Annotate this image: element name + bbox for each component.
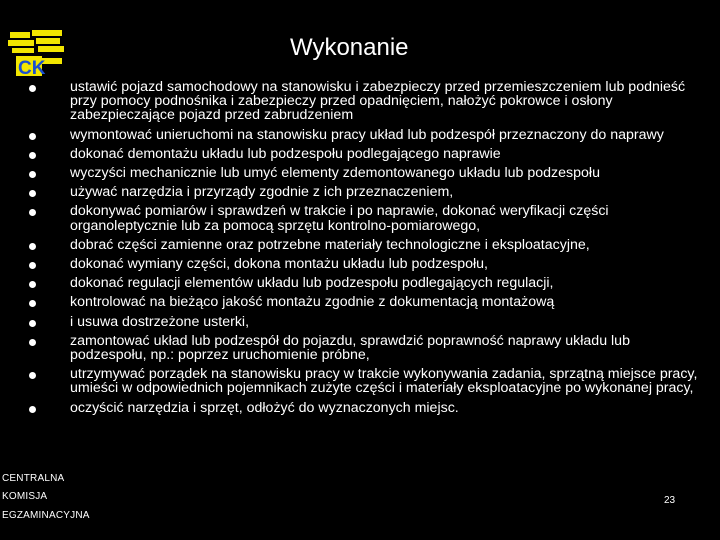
bullet-icon: [29, 85, 36, 92]
page-title: Wykonanie: [290, 34, 409, 61]
bullet-icon: [29, 152, 36, 159]
bullet-icon: [29, 300, 36, 307]
bullet-icon: [29, 243, 36, 250]
logo-text: CK: [18, 58, 46, 79]
list-item: [28, 166, 708, 180]
list-item: [28, 401, 708, 415]
list-item: [28, 367, 708, 395]
list-item-text: i usuwa dostrzeżone usterki,: [70, 313, 250, 330]
bullet-icon: [29, 281, 36, 288]
bullet-icon: [29, 133, 36, 140]
footer-line-centralna: CENTRALNA: [2, 473, 65, 484]
list-item-text: ustawić pojazd samochodowy na stanowisku i zabezpieczy przed przemieszczeniem lub podnieść przy pomocy podnośnika i zabezpieczy przed opadnięciem, nałożyć pokrowce i osłony zabezpieczające pojazd przed zabrudzeniem: [70, 79, 686, 124]
list-item-text: oczyścić narzędzia i sprzęt, odłożyć do wyznaczonych miejsc.: [70, 399, 459, 416]
bullet-icon: [29, 339, 36, 346]
list-item-text: dobrać części zamienne oraz potrzebne materiały technologiczne i eksploatacyjne,: [70, 236, 590, 253]
list-item: [28, 185, 708, 199]
list-item: [28, 147, 708, 161]
list-item: [28, 276, 708, 290]
list-item-text: używać narzędzia i przyrządy zgodnie z ich przeznaczeniem,: [70, 184, 454, 201]
list-item: [28, 257, 708, 271]
bullet-icon: [29, 209, 36, 216]
list-item-text: dokonywać pomiarów i sprawdzeń w trakcie i po naprawie, dokonać weryfikacji części organoleptycznie lub za pomocą sprzętu kontrolno-pomiarowego,: [70, 203, 609, 234]
bullet-icon: [29, 262, 36, 269]
bullet-icon: [29, 406, 36, 413]
ck-logo-icon: [6, 28, 68, 80]
list-item: [28, 334, 708, 362]
list-item: [28, 204, 708, 232]
bullet-icon: [29, 372, 36, 379]
list-item: [28, 80, 708, 123]
bullet-icon: [29, 190, 36, 197]
list-item: [28, 238, 708, 252]
bullet-icon: [29, 320, 36, 327]
page-number: 23: [664, 495, 676, 506]
list-item-text: kontrolować na bieżąco jakość montażu zgodnie z dokumentacją montażową: [70, 294, 555, 311]
list-item-text: wymontować unieruchomi na stanowisku pracy układ lub podzespół przeznaczony do naprawy: [70, 126, 664, 143]
list-item: [28, 315, 708, 329]
list-item-text: dokonać demontażu układu lub podzespołu podlegającego naprawie: [70, 145, 501, 162]
list-item: [28, 295, 708, 309]
list-item-text: dokonać wymiany części, dokona montażu układu lub podzespołu,: [70, 256, 488, 273]
task-list: [28, 80, 708, 420]
footer-line-komisja: KOMISJA: [2, 491, 48, 502]
list-item-text: zamontować układ lub podzespół do pojazdu, sprawdzić poprawność naprawy układu lub podzespołu, np.: poprzez uruchomienie próbne,: [70, 332, 630, 364]
ck-logo: [6, 28, 68, 80]
list-item: [28, 128, 708, 142]
list-item-text: wyczyści mechanicznie lub umyć elementy zdemontowanego układu lub podzespołu: [70, 165, 600, 182]
list-item-text: dokonać regulacji elementów układu lub podzespołu podlegających regulacji,: [70, 275, 554, 292]
footer-line-egzaminacyjna: EGZAMINACYJNA: [2, 510, 90, 521]
bullet-icon: [29, 171, 36, 178]
list-item-text: utrzymywać porządek na stanowisku pracy w trakcie wykonywania zadania, sprzątną miejsce pracy, umieści w odpowiednich pojemnikach zużyte części i materiały eksploatacyjne po wykonanej pracy,: [70, 366, 698, 397]
